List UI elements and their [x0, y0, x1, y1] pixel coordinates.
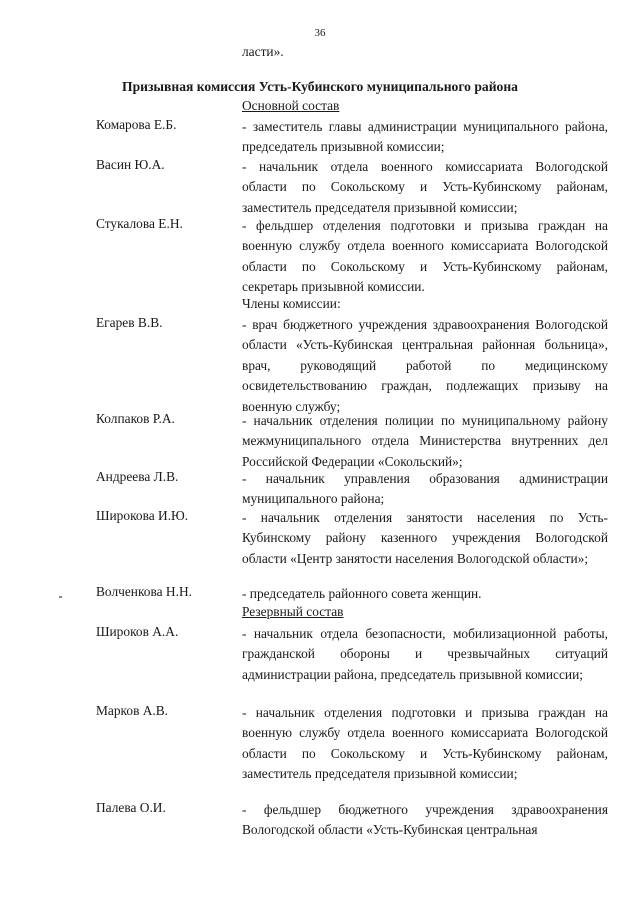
- member-entry: [96, 800, 608, 841]
- member-name: Волченкова Н.Н.: [96, 584, 192, 599]
- member-name: Колпаков Р.А.: [96, 411, 175, 426]
- member-entry: [96, 411, 608, 472]
- member-role: - председатель районного совета женщин.: [242, 586, 482, 601]
- reserve-composition-heading: Резервный состав: [242, 604, 344, 619]
- member-name: Широков А.А.: [96, 624, 179, 639]
- page-number: 36: [314, 27, 326, 39]
- member-role: - начальник отдела безопасности, мобилизационной работы, гражданской обороны и чрезвычайных ситуаций администрации района, председатель призывной комиссии;: [242, 626, 608, 682]
- member-entry: [96, 469, 608, 510]
- member-role: - начальник отделения подготовки и призыва граждан на военную службу отдела военного комиссариата Вологодской области по Сокольскому и Усть-Кубинскому районам, заместитель председателя призывной комиссии;: [242, 705, 608, 782]
- member-role: - фельдшер отделения подготовки и призыва граждан на военную службу отдела военного комиссариата Вологодской области по Сокольскому и Усть-Кубинскому районам, секретарь призывной комиссии.: [242, 218, 608, 295]
- member-entry: [96, 703, 608, 785]
- member-role: - врач бюджетного учреждения здравоохранения Вологодской области «Усть-Кубинская центральная районная больница», врач, руководящий работой по медицинскому освидетельствованию граждан, подлежащих призыву на военную службу;: [242, 317, 608, 414]
- member-name: Андреева Л.В.: [96, 469, 179, 484]
- member-name: Широкова И.Ю.: [96, 508, 189, 523]
- member-name: Марков А.В.: [96, 703, 169, 718]
- member-role: - начальник отделения полиции по муниципальному району межмуниципального отдела Министерства внутренних дел Российской Федерации «Сокольский»;: [242, 413, 608, 469]
- continuation-text: ласти».: [242, 44, 284, 59]
- member-entry: [96, 584, 608, 604]
- member-entry: [96, 216, 608, 298]
- member-entry: [96, 508, 608, 569]
- member-entry: [96, 315, 608, 417]
- member-entry: [96, 117, 608, 158]
- member-name: Егарев В.В.: [96, 315, 163, 330]
- scan-speck: [59, 596, 62, 598]
- member-role: - начальник отделения занятости населения по Усть-Кубинскому району казенного учреждения Вологодской области «Центр занятости населения Вологодской области»;: [242, 510, 608, 566]
- member-entry: [96, 624, 608, 685]
- members-label: Члены комиссии:: [242, 296, 341, 311]
- member-role: - фельдшер бюджетного учреждения здравоохранения Вологодской области «Усть-Кубинская центральная: [242, 802, 608, 838]
- member-name: Комарова Е.Б.: [96, 117, 177, 132]
- main-composition-heading: Основной состав: [242, 98, 340, 113]
- member-role: - начальник управления образования администрации муниципального района;: [242, 471, 608, 507]
- member-role: - заместитель главы администрации муниципального района, председатель призывной комиссии;: [242, 119, 608, 155]
- member-name: Стукалова Е.Н.: [96, 216, 183, 231]
- member-name: Палева О.И.: [96, 800, 166, 815]
- member-entry: [96, 157, 608, 218]
- member-role: - начальник отдела военного комиссариата Вологодской области по Сокольскому и Усть-Кубинскому районам, заместитель председателя призывной комиссии;: [242, 159, 608, 215]
- section-title: Призывная комиссия Усть-Кубинского муниципального района: [122, 79, 518, 94]
- member-name: Васин Ю.А.: [96, 157, 165, 172]
